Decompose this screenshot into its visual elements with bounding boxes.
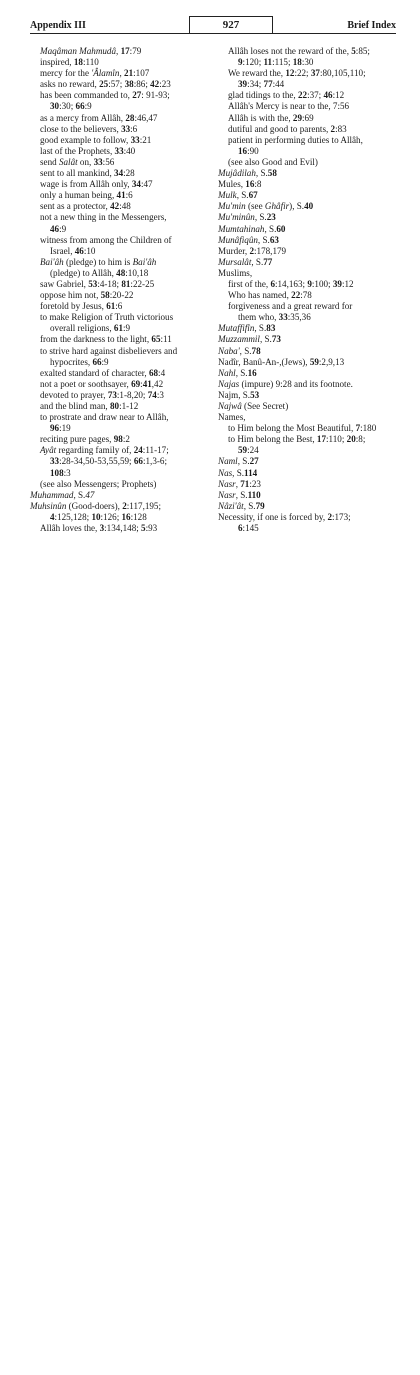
index-entry: not a poet or soothsayer, 69:41,42 — [40, 378, 164, 389]
index-entry: 46:9 — [50, 223, 67, 234]
index-entry: good example to follow, 33:21 — [40, 134, 152, 145]
index-entry: to prostrate and draw near to Allâh, — [40, 412, 169, 423]
index-entry: Nadîr, Banû-An-,(Jews), 59:2,9,13 — [218, 356, 345, 367]
index-entry: wage is from Allâh only, 34:47 — [40, 179, 153, 190]
index-entry: Mulk, S.67 — [218, 190, 258, 201]
index-entry: Murder, 2:178,179 — [218, 245, 287, 256]
index-entry: Allâh's Mercy is near to the, 7:56 — [228, 101, 350, 112]
index-entry: 33:28-34,50-53,55,59; 66:1,3-6; — [50, 456, 167, 467]
index-entry: foretold by Jesus, 61:6 — [40, 301, 123, 312]
index-entry: sent to all mankind, 34:28 — [40, 168, 135, 179]
index-entry: Nahl, S.16 — [218, 367, 257, 378]
index-entry: sent as a protector, 42:48 — [40, 201, 131, 212]
index-entry: to make Religion of Truth victorious — [40, 312, 174, 323]
index-entry: patient in performing duties to Allâh, — [228, 134, 363, 145]
index-entry: Mu'minûn, S.23 — [218, 212, 276, 223]
index-entry: Muzzammil, S.73 — [218, 334, 281, 345]
index-entry: Allâh loves the, 3:134,148; 5:93 — [40, 523, 158, 534]
index-entry: to Him belong the Most Beautiful, 7:180 — [228, 423, 377, 434]
header-section-title: Appendix III — [30, 20, 86, 31]
index-entry: We reward the, 12:22; 37:80,105,110; — [228, 68, 366, 79]
index-entry: close to the believers, 33:6 — [40, 123, 138, 134]
page-number: 927 — [189, 16, 273, 33]
index-entry: 96:19 — [50, 423, 71, 434]
index-entry: forgiveness and a great reward for — [228, 301, 353, 312]
index-column-right — [218, 46, 398, 534]
index-entry: Nasr, S.110 — [218, 489, 261, 500]
index-entry: as a mercy from Allâh, 28:46,47 — [40, 112, 158, 123]
index-entry: 6:145 — [238, 523, 259, 534]
index-entry: Names, — [218, 412, 246, 423]
index-entry: hypocrites, 66:9 — [50, 356, 109, 367]
index-entry: Allâh is with the, 29:69 — [228, 112, 314, 123]
index-entry: Mu'min (see Ghâfir), S.40 — [218, 201, 314, 212]
index-entry: Who has named, 22:78 — [228, 290, 312, 301]
index-entry: inspired, 18:110 — [40, 57, 99, 68]
index-entry: Nasr, 71:23 — [218, 478, 261, 489]
index-entry: oppose him not, 58:20-22 — [40, 290, 134, 301]
index-entry: exalted standard of character, 68:4 — [40, 367, 166, 378]
index-entry: 16:90 — [238, 145, 259, 156]
index-entry: dutiful and good to parents, 2:83 — [228, 123, 347, 134]
header-index-title: Brief Index — [347, 20, 396, 31]
running-header — [30, 16, 396, 38]
index-entry: not a new thing in the Messengers, — [40, 212, 167, 223]
index-entry: them who, 33:35,36 — [238, 312, 311, 323]
index-entry: Muhsinûn (Good-doers), 2:117,195; — [30, 500, 162, 511]
index-entry: only a human being, 41:6 — [40, 190, 133, 201]
index-entry: Mules, 16:8 — [218, 179, 262, 190]
index-entry: 59:24 — [238, 445, 259, 456]
index-entry: Nas, S.114 — [218, 467, 258, 478]
index-entry: mercy for the 'Âlamîn, 21:107 — [40, 68, 150, 79]
index-entry: Mujâdilah, S.58 — [218, 168, 277, 179]
index-entry: to Him belong the Best, 17:110; 20:8; — [228, 434, 366, 445]
index-entry: Bai'âh (pledge) to him is Bai'âh — [40, 256, 157, 267]
index-entry: asks no reward, 25:57; 38:86; 42:23 — [40, 79, 171, 90]
index-entry: Nâzi'ât, S.79 — [218, 500, 265, 511]
index-entry: Najm, S.53 — [218, 389, 260, 400]
index-entry: Najwâ (See Secret) — [218, 401, 289, 411]
index-entry: Naba', S.78 — [218, 345, 261, 356]
index-entry: Najas (impure) 9:28 and its footnote. — [218, 378, 353, 389]
index-entry: has been commanded to, 27: 91-93; — [40, 90, 170, 101]
index-entry: from the darkness to the light, 65:11 — [40, 334, 172, 345]
index-entry: to strive hard against disbelievers and — [40, 345, 178, 356]
index-entry: 108:3 — [50, 467, 71, 478]
index-entry: first of the, 6:14,163; 9:100; 39:12 — [228, 278, 354, 289]
index-entry: (see also Messengers; Prophets) — [40, 478, 157, 489]
index-entry: witness from among the Children of — [40, 234, 172, 245]
index-entry: Naml, S.27 — [218, 456, 259, 467]
index-entry: 9:120; 11:115; 18:30 — [238, 57, 314, 68]
index-entry: Maqâman Mahmudâ, 17:79 — [40, 46, 142, 56]
index-entry: (see also Good and Evil) — [228, 156, 318, 167]
index-entry: Mutaffifîn, S.83 — [218, 323, 276, 334]
index-entry: glad tidings to the, 22:37; 46:12 — [228, 90, 345, 101]
index-entry: Necessity, if one is forced by, 2:173; — [218, 511, 351, 522]
index-entry: Munâfiqûn, S.63 — [218, 234, 279, 245]
index-entry: devoted to prayer, 73:1-8,20; 74:3 — [40, 389, 164, 400]
index-entry: overall religions, 61:9 — [50, 323, 131, 334]
index-entry: saw Gabriel, 53:4-18; 81:22-25 — [40, 278, 155, 289]
index-entry: Allâh loses not the reward of the, 5:85; — [228, 46, 370, 56]
index-entry: reciting pure pages, 98:2 — [40, 434, 130, 445]
index-column-left — [30, 46, 212, 534]
index-entry: Muhammad, S.47 — [30, 489, 95, 500]
index-entry: send Salât on, 33:56 — [40, 156, 115, 167]
index-entry: Ayât regarding family of, 24:11-17; — [40, 445, 169, 456]
index-entry: Mumtahinah, S.60 — [218, 223, 286, 234]
index-entry: 30:30; 66:9 — [50, 101, 92, 112]
index-entry: (pledge) to Allâh, 48:10,18 — [50, 267, 149, 278]
index-entry: Israel, 46:10 — [50, 245, 96, 256]
header-rule — [30, 33, 396, 34]
index-entry: and the blind man, 80:1-12 — [40, 401, 139, 411]
index-entry: Mursalât, S.77 — [218, 256, 273, 267]
index-entry: 4:125,128; 10:126; 16:128 — [50, 511, 147, 522]
index-entry: last of the Prophets, 33:40 — [40, 145, 136, 156]
index-entry: Muslims, — [218, 267, 253, 278]
index-entry: 39:34; 77:44 — [238, 79, 285, 90]
